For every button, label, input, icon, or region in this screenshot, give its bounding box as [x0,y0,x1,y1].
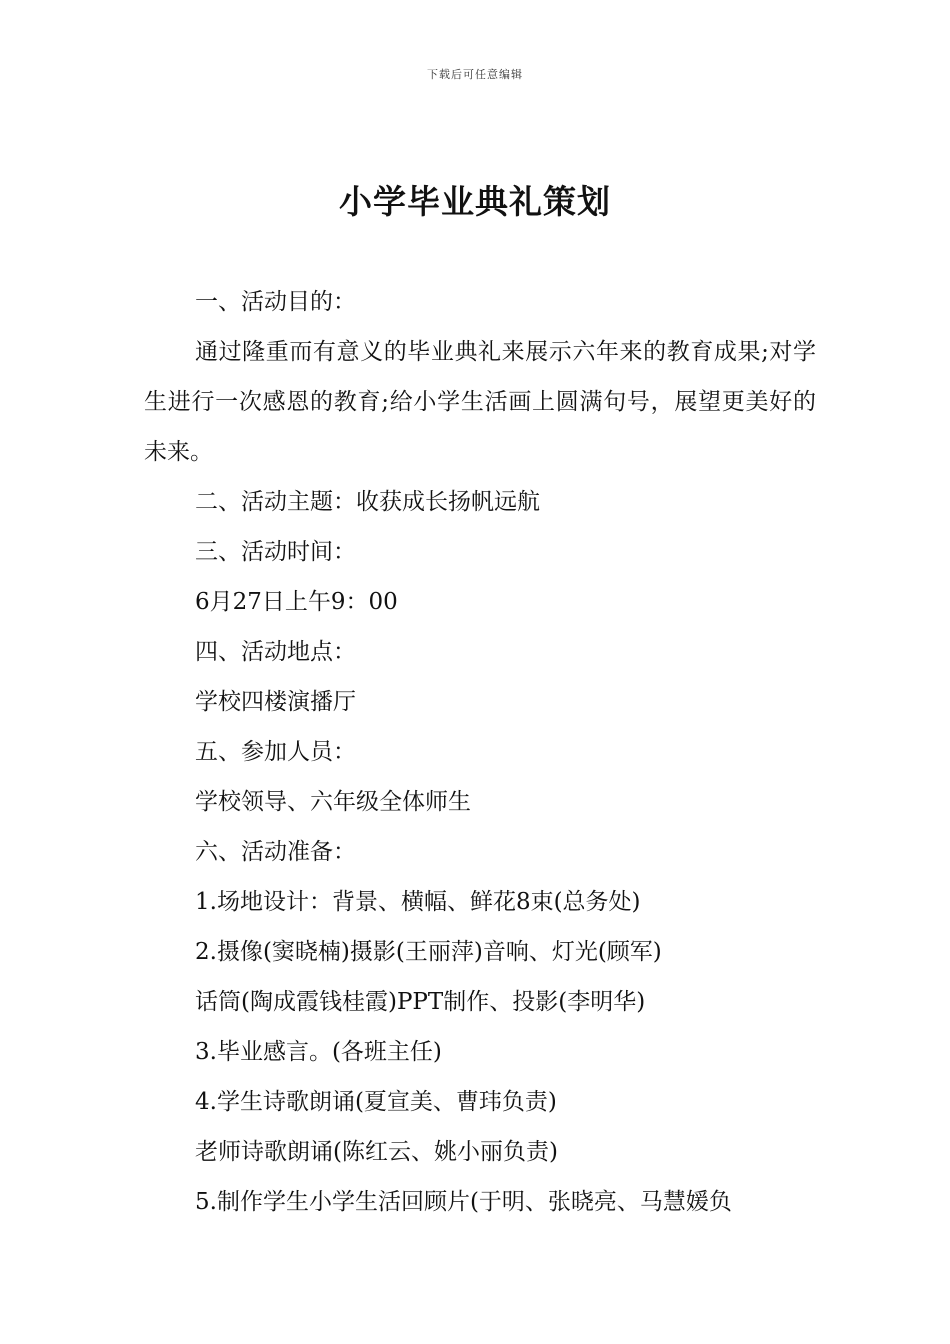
prep-item-speech: 3.毕业感言。(各班主任) [195,1039,442,1065]
prep-item-teacher-poetry: 老师诗歌朗诵(陈红云、姚小丽负责) [195,1139,558,1165]
section-heading-preparation: 六、活动准备： [195,839,356,865]
prep-item-media-continued: 话筒(陶成霞钱桂霞)PPT制作、投影(李明华) [195,989,646,1015]
section-heading-purpose: 一、活动目的： [195,289,356,315]
section-heading-participants: 五、参加人员： [195,739,356,765]
document-body [144,277,816,1227]
participants-value: 学校领导、六年级全体师生 [195,789,471,815]
location-value: 学校四楼演播厅 [195,689,356,715]
section-heading-theme: 二、活动主题：收获成长扬帆远航 [195,489,540,515]
document-title: 小学毕业典礼策划 [339,182,611,221]
section-heading-time: 三、活动时间： [195,539,356,565]
time-value: 6月27日上午9：00 [195,589,398,615]
paragraph-purpose: 通过隆重而有意义的毕业典礼来展示六年来的教育成果;对学生进行一次感恩的教育;给小学生活画上圆满句号，展望更美好的未来。 [144,339,816,465]
page-header-note: 下载后可任意编辑 [427,68,523,81]
prep-item-media: 2.摄像(窦晓楠)摄影(王丽萍)音响、灯光(顾军) [195,939,662,965]
prep-item-venue: 1.场地设计：背景、横幅、鲜花8束(总务处) [195,889,641,915]
prep-item-review-film: 5.制作学生小学生活回顾片(于明、张晓亮、马慧媛负 [195,1189,732,1215]
prep-item-student-poetry: 4.学生诗歌朗诵(夏宣美、曹玮负责) [195,1089,557,1115]
section-heading-location: 四、活动地点： [195,639,356,665]
